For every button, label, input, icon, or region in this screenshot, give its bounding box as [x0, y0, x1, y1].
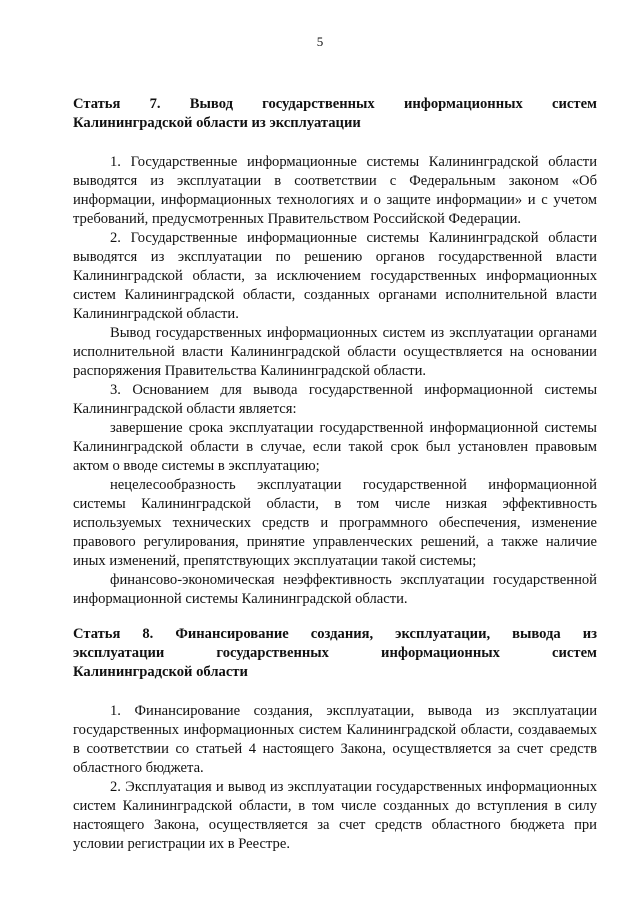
- article-7-paragraph: 3. Основанием для вывода государственной информационной системы Калининградской области является:: [73, 382, 597, 417]
- article-7-title-line-1: Статья 7. Вывод государственных информационных систем: [73, 96, 597, 112]
- article-7-list-item: завершение срока эксплуатации государственной информационной системы Калининградской области в случае, если такой срок был установлен правовым актом о вводе системы в эксплуатацию;: [73, 420, 597, 474]
- document-body: [73, 95, 597, 854]
- article-8-title: [73, 625, 597, 682]
- article-7-list-item: нецелесообразность эксплуатации государственной информационной системы Калининградской области, в том числе низкая эффективность используемых технических средств и программного обеспечения, изменение правового регулирования, принятие управленческих решений, а также наличие иных изменений, препятствующих эксплуатации такой системы;: [73, 477, 597, 569]
- article-8-title-line-1: Статья 8. Финансирование создания, эксплуатации, вывода из: [73, 626, 597, 642]
- article-7-paragraph: 1. Государственные информационные системы Калининградской области выводятся из эксплуатации в соответствии с Федеральным законом «Об информации, информационных технологиях и о защите информации» и с учетом требований, предусмотренных Правительством Российской Федерации.: [73, 154, 597, 227]
- article-8-title-line-3: Калининградской области: [73, 664, 248, 680]
- article-8-title-line-2: эксплуатации государственных информационных систем: [73, 645, 597, 661]
- article-8-paragraph: 1. Финансирование создания, эксплуатации, вывода из эксплуатации государственных информационных систем Калининградской области, создаваемых в соответствии со статьей 4 настоящего Закона, осуществляется за счет средств областного бюджета.: [73, 703, 597, 776]
- article-7-title: [73, 95, 597, 133]
- article-8-paragraph: 2. Эксплуатация и вывод из эксплуатации государственных информационных систем Калининградской области, в том числе созданных до вступления в силу настоящего Закона, осуществляется за счет средств областного бюджета при условии регистрации их в Реестре.: [73, 779, 597, 852]
- page-number: 5: [316, 34, 324, 49]
- article-7-list-item: финансово-экономическая неэффективность эксплуатации государственной информационной системы Калининградской области.: [73, 572, 597, 607]
- article-7-title-line-2: Калининградской области из эксплуатации: [73, 115, 361, 131]
- article-7-paragraph: 2. Государственные информационные системы Калининградской области выводятся из эксплуатации по решению органов государственной власти Калининградской области, за исключением государственных информационных систем Калининградской области, созданных органами исполнительной власти Калининградской области.: [73, 230, 597, 322]
- article-7-paragraph: Вывод государственных информационных систем из эксплуатации органами исполнительной власти Калининградской области осуществляется на основании распоряжения Правительства Калининградской области.: [73, 325, 597, 379]
